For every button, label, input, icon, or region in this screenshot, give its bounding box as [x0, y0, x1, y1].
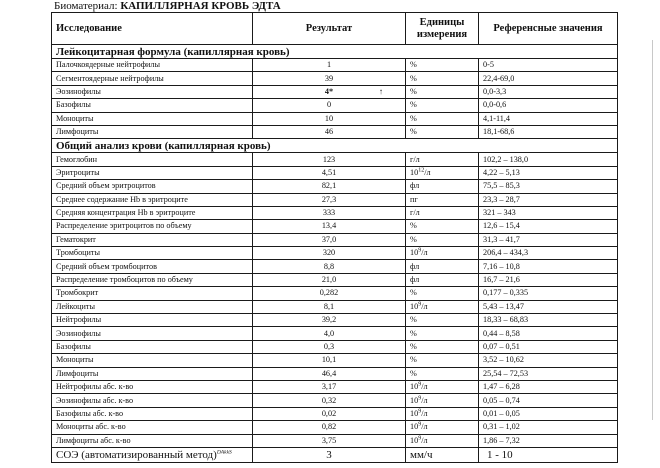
result-text: 4,51 — [321, 167, 337, 177]
test-name: Моноциты — [52, 112, 253, 125]
result-text: 320 — [322, 248, 336, 258]
test-name: Сегментоядерные нейтрофилы — [52, 72, 253, 85]
table-row — [52, 354, 618, 367]
unit-text: % — [410, 328, 417, 338]
unit-value — [406, 421, 479, 434]
result-value — [253, 314, 406, 327]
unit-value — [406, 260, 479, 273]
result-text: 123 — [322, 154, 336, 164]
test-name: Лейкоциты — [52, 300, 253, 313]
result-value — [253, 180, 406, 193]
unit-value — [406, 59, 479, 72]
reference-range: 0,07 – 0,51 — [479, 340, 618, 353]
unit-value — [406, 273, 479, 286]
result-text: 21,0 — [321, 275, 337, 285]
result-value — [253, 260, 406, 273]
result-value — [253, 153, 406, 166]
table-row — [52, 273, 618, 286]
result-value — [253, 166, 406, 179]
unit-exponent: 9 — [418, 381, 422, 388]
unit-text: 10 — [410, 167, 419, 177]
accreditation-mark: DAkkS — [216, 449, 232, 456]
result-text: 10,1 — [321, 355, 337, 365]
section-header-row — [52, 139, 618, 153]
reference-range: 16,7 – 21,6 — [479, 273, 618, 286]
result-text: 27,3 — [321, 194, 337, 204]
unit-value — [406, 112, 479, 125]
result-value — [253, 273, 406, 286]
result-value — [253, 327, 406, 340]
esr-name-text: СОЭ (автоматизированный метод) — [56, 448, 217, 461]
table-row — [52, 247, 618, 260]
unit-value — [406, 125, 479, 138]
result-value — [253, 59, 406, 72]
unit-value — [406, 407, 479, 420]
result-value — [253, 354, 406, 367]
unit-value — [406, 380, 479, 393]
unit-text: % — [410, 100, 417, 110]
table-row — [52, 180, 618, 193]
test-name: Моноциты абс. к-во — [52, 421, 253, 434]
result-value — [253, 125, 406, 138]
unit-value — [406, 166, 479, 179]
unit-value — [406, 287, 479, 300]
unit-text: г/л — [410, 208, 420, 218]
table-row — [52, 206, 618, 219]
table-row — [52, 59, 618, 72]
table-row — [52, 300, 618, 313]
reference-range: 4,22 – 5,13 — [479, 166, 618, 179]
reference-range: 75,5 – 85,3 — [479, 180, 618, 193]
unit-exponent: 9 — [418, 394, 422, 401]
unit-text: 10 — [410, 395, 419, 405]
table-row — [52, 314, 618, 327]
biomaterial-value: КАПИЛЛЯРНАЯ КРОВЬ ЭДТА — [120, 0, 281, 12]
reference-range: 0,44 – 8,58 — [479, 327, 618, 340]
reference-range: 25,54 – 72,53 — [479, 367, 618, 380]
column-header-result: Результат — [253, 13, 406, 45]
test-name: Среднее содержание Hb в эритроците — [52, 193, 253, 206]
test-name: Палочкоядерные нейтрофилы — [52, 59, 253, 72]
table-row — [52, 112, 618, 125]
unit-value — [406, 180, 479, 193]
unit-value: мм/ч — [406, 447, 479, 462]
result-value — [253, 407, 406, 420]
table-row — [52, 153, 618, 166]
reference-range: 0-5 — [479, 59, 618, 72]
unit-text: фл — [410, 261, 420, 271]
test-name: Средний объем тромбоцитов — [52, 260, 253, 273]
result-value — [253, 220, 406, 233]
result-text: 46 — [324, 127, 334, 137]
reference-range: 31,3 – 41,7 — [479, 233, 618, 246]
unit-value — [406, 314, 479, 327]
result-text: 4,0 — [323, 328, 335, 338]
unit-value — [406, 206, 479, 219]
unit-value — [406, 367, 479, 380]
reference-range: 12,6 – 15,4 — [479, 220, 618, 233]
result-text: 0,32 — [321, 395, 337, 405]
table-row — [52, 233, 618, 246]
unit-suffix: /л — [421, 435, 428, 445]
test-name: Лимфоциты — [52, 367, 253, 380]
unit-text: % — [410, 355, 417, 365]
test-name: Эритроциты — [52, 166, 253, 179]
table-row-esr — [52, 447, 618, 462]
result-text: 4* — [324, 86, 334, 96]
reference-range: 321 – 343 — [479, 206, 618, 219]
result-text: 0 — [326, 100, 332, 110]
test-name: Нейтрофилы абс. к-во — [52, 380, 253, 393]
unit-suffix: /л — [421, 301, 428, 311]
table-row — [52, 72, 618, 85]
unit-text: г/л — [410, 154, 420, 164]
reference-range: 22,4-69,0 — [479, 72, 618, 85]
result-text: 13,4 — [321, 221, 337, 231]
biomaterial-prefix: Биоматериал: — [54, 0, 121, 12]
result-text: 8,8 — [323, 261, 335, 271]
result-text: 1 — [326, 60, 332, 70]
unit-value — [406, 153, 479, 166]
table-row — [52, 125, 618, 138]
unit-text: фл — [410, 275, 420, 285]
table-row — [52, 85, 618, 98]
unit-exponent: 9 — [418, 435, 422, 441]
reference-range: 0,01 – 0,05 — [479, 407, 618, 420]
result-value — [253, 247, 406, 260]
unit-text: 10 — [410, 435, 419, 445]
unit-exponent: 9 — [418, 247, 422, 254]
table-header-row — [52, 13, 618, 45]
result-value — [253, 394, 406, 407]
results-table — [51, 12, 618, 463]
unit-exponent: 12 — [418, 167, 425, 174]
unit-text: % — [410, 342, 417, 351]
unit-text: 10 — [410, 408, 419, 418]
result-value — [253, 434, 406, 447]
unit-value — [406, 99, 479, 112]
reference-range: 0,05 – 0,74 — [479, 394, 618, 407]
result-text: 0,82 — [321, 422, 337, 432]
unit-value — [406, 247, 479, 260]
unit-suffix: /л — [421, 422, 428, 432]
result-value — [253, 206, 406, 219]
result-value — [253, 99, 406, 112]
reference-range: 1,47 – 6,28 — [479, 380, 618, 393]
table-row — [52, 340, 618, 353]
unit-text: % — [410, 315, 417, 325]
table-row — [52, 434, 618, 447]
result-value — [253, 112, 406, 125]
unit-text: % — [410, 60, 417, 70]
result-text: 8,1 — [323, 301, 335, 311]
unit-text: % — [410, 86, 417, 96]
table-row — [52, 421, 618, 434]
test-name: Распределение эритроцитов по объему — [52, 220, 253, 233]
result-value — [253, 193, 406, 206]
result-value — [253, 340, 406, 353]
table-row — [52, 166, 618, 179]
column-header-units-line2: измерения — [416, 28, 468, 40]
test-name: Гемоглобин — [52, 153, 253, 166]
unit-value — [406, 340, 479, 353]
test-name: Базофилы — [52, 340, 253, 353]
test-name: Эозинофилы — [52, 85, 253, 98]
reference-range: 4,1-11,4 — [479, 112, 618, 125]
table-row — [52, 260, 618, 273]
test-name: Лимфоциты — [52, 125, 253, 138]
result-value — [253, 300, 406, 313]
test-name: Базофилы абс. к-во — [52, 407, 253, 420]
test-name: Моноциты — [52, 354, 253, 367]
reference-range: 206,4 – 434,3 — [479, 247, 618, 260]
result-text: 3,17 — [321, 382, 337, 392]
unit-text: 10 — [410, 248, 419, 258]
unit-exponent: 9 — [418, 301, 422, 308]
table-row — [52, 287, 618, 300]
result-value — [253, 233, 406, 246]
section-title: Общий анализ крови (капиллярная кровь) — [52, 139, 618, 153]
unit-text: % — [410, 221, 417, 231]
unit-text: % — [410, 73, 417, 83]
table-row — [52, 99, 618, 112]
reference-range: 1 - 10 — [479, 447, 618, 462]
unit-exponent: 9 — [418, 421, 422, 428]
test-name: Тромбоциты — [52, 247, 253, 260]
unit-text: 10 — [410, 422, 419, 432]
table-row — [52, 193, 618, 206]
unit-value — [406, 85, 479, 98]
result-value — [253, 421, 406, 434]
reference-range: 23,3 – 28,7 — [479, 193, 618, 206]
test-name: Эозинофилы — [52, 327, 253, 340]
unit-suffix: /л — [421, 382, 428, 392]
unit-text: % — [410, 368, 417, 378]
result-text: 37,0 — [321, 234, 337, 244]
result-value — [253, 287, 406, 300]
test-name: Тромбокрит — [52, 287, 253, 300]
table-row — [52, 220, 618, 233]
unit-value — [406, 72, 479, 85]
reference-range: 18,33 – 68,83 — [479, 314, 618, 327]
results-body — [52, 45, 618, 463]
unit-text: пг — [410, 194, 418, 204]
result-text: 333 — [322, 208, 336, 218]
result-text: 3,75 — [321, 435, 337, 445]
table-row — [52, 367, 618, 380]
unit-text: 10 — [410, 382, 419, 392]
unit-value — [406, 327, 479, 340]
table-row — [52, 407, 618, 420]
result-text: 0,282 — [319, 288, 339, 298]
reference-range: 18,1-68,6 — [479, 125, 618, 138]
section-title: Лейкоцитарная формула (капиллярная кровь) — [52, 45, 618, 59]
test-name: Эозинофилы абс. к-во — [52, 394, 253, 407]
unit-text: % — [410, 234, 417, 244]
column-header-name: Исследование — [52, 13, 253, 45]
scrollbar-track[interactable] — [652, 40, 653, 420]
unit-suffix: /л — [421, 395, 428, 405]
table-row — [52, 327, 618, 340]
unit-text: 10 — [410, 301, 419, 311]
test-name: Нейтрофилы — [52, 314, 253, 327]
unit-value — [406, 434, 479, 447]
test-name: Лимфоциты абс. к-во — [52, 434, 253, 447]
arrow-up-icon: ↑ — [378, 86, 383, 96]
reference-range: 3,52 – 10,62 — [479, 354, 618, 367]
result-value — [253, 380, 406, 393]
test-name: Распределение тромбоцитов по объему — [52, 273, 253, 286]
result-text: 39,2 — [321, 315, 337, 325]
result-text: 10 — [324, 113, 334, 123]
table-row — [52, 394, 618, 407]
unit-value — [406, 354, 479, 367]
test-name — [52, 447, 253, 462]
result-value — [253, 72, 406, 85]
result-text: 0,3 — [323, 342, 335, 351]
unit-value — [406, 233, 479, 246]
result-value — [253, 367, 406, 380]
result-text: 0,02 — [321, 408, 337, 418]
test-name: Базофилы — [52, 99, 253, 112]
reference-range: 0,177 – 0,335 — [479, 287, 618, 300]
unit-text: % — [410, 113, 417, 123]
reference-range: 102,2 – 138,0 — [479, 153, 618, 166]
column-header-units — [406, 13, 479, 45]
unit-suffix: /л — [424, 167, 431, 177]
reference-range: 7,16 – 10,8 — [479, 260, 618, 273]
result-text: 82,1 — [321, 181, 337, 191]
unit-suffix: /л — [421, 248, 428, 258]
reference-range: 0,0-0,6 — [479, 99, 618, 112]
unit-text: фл — [410, 181, 420, 191]
reference-range: 5,43 – 13,47 — [479, 300, 618, 313]
reference-range: 0,0-3,3 — [479, 85, 618, 98]
column-header-reference: Референсные значения — [479, 13, 618, 45]
section-header-row — [52, 45, 618, 59]
result-value — [253, 85, 406, 98]
result-text: 39 — [324, 73, 334, 83]
reference-range: 0,31 – 1,02 — [479, 421, 618, 434]
unit-text: % — [410, 288, 417, 298]
unit-exponent: 9 — [418, 408, 422, 415]
result-value: 3 — [253, 447, 406, 462]
table-row — [52, 380, 618, 393]
test-name: Средний объем эритроцитов — [52, 180, 253, 193]
result-text: 46,4 — [321, 368, 337, 378]
unit-value — [406, 300, 479, 313]
unit-suffix: /л — [421, 408, 428, 418]
column-header-units-line1: Единицы — [419, 16, 465, 28]
test-name: Средняя концентрация Hb в эритроците — [52, 206, 253, 219]
unit-value — [406, 193, 479, 206]
unit-value — [406, 220, 479, 233]
unit-value — [406, 394, 479, 407]
unit-text: % — [410, 127, 417, 137]
test-name: Гематокрит — [52, 233, 253, 246]
reference-range: 1,86 – 7,32 — [479, 434, 618, 447]
